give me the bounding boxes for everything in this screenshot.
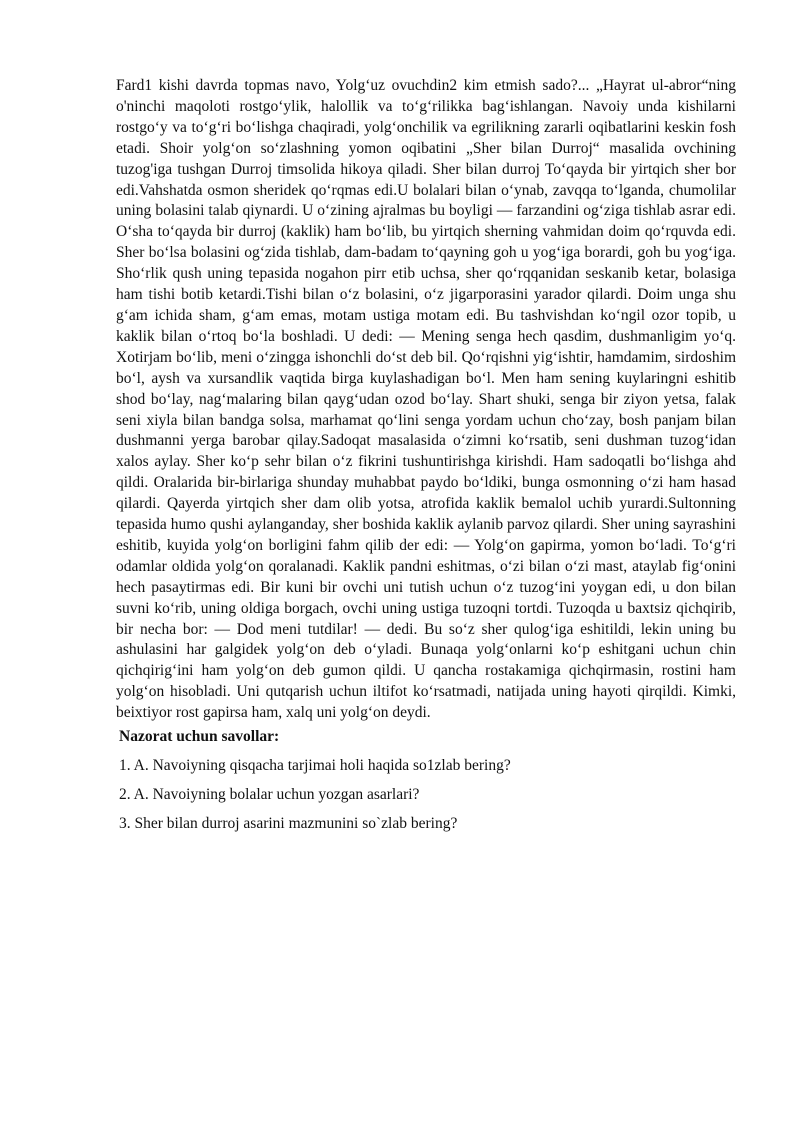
question-item-3: 3. Sher bilan durroj asarini mazmunini so`zlab bering? bbox=[119, 815, 458, 832]
question-item-2: 2. A. Navoiyning bolalar uchun yozgan asarlari? bbox=[119, 786, 420, 803]
control-questions-section bbox=[119, 727, 739, 843]
question-item-1: 1. A. Navoiyning qisqacha tarjimai holi haqida so1zlab bering? bbox=[119, 757, 511, 774]
story-paragraph: Fard1 kishi davrda topmas navo, Yolg‘uz ovuchdin2 kim etmish sado?... „Hayrat ul-abror“ning o'ninchi maqoloti rostgo‘ylik, halollik va to‘g‘rilikka bag‘ishlangan. Navoiy unda kishilarni rostgo‘y va to‘g‘ri bo‘lishga chaqiradi, yolg‘onchilik va egrilikning zararli oqibatlarini keskin fosh etadi. Shoir yolg‘on so‘zlashning yomon oqibatini „Sher bilan Durroj“ masalida ovchining tuzog'iga tushgan Durroj timsolida hikoya qiladi. Sher bilan durroj To‘qayda bir yirtqich sher bor edi.Vahshatda osmon sheridek qo‘rqmas edi.U bolalari bilan o‘ynab, zavqqa to‘lganda, chumolilar uning bolasini talab qiynardi. U o‘zining ajralmas bu boyligi — farzandini og‘ziga tishlab asrar edi. O‘sha to‘qayda bir durroj (kaklik) ham bo‘lib, bu yirtqich sherning vahmidan doim qo‘rquvda edi. Sher bo‘lsa bolasini og‘zida tishlab, dam-badam to‘qayning goh u yog‘iga borardi, goh bu yog‘iga. Sho‘rlik qush uning tepasida nogahon pirr etib uchsa, sher qo‘rqqanidan seskanib ketar, bolasiga ham tishi botib ketardi.Tishi bilan o‘z bolasini, o‘z jigarporasini yarador qilardi. Doim unga shu g‘am ichida sham, g‘am emas, motam ustiga motam edi. Bu tashvishdan ko‘ngil ozor topib, u kaklik bilan o‘rtoq bo‘la boshladi. U dedi: — Mening senga hech qasdim, dushmanligim yo‘q. Xotirjam bo‘lib, meni o‘zingga ishonchli do‘st deb bil. Qo‘rqishni yig‘ishtir, hamdamim, sirdoshim bo‘l, aysh va xursandlik vaqtida birga kuylashadigan bo‘l. Men ham sening kuylaringni eshitib shod bo‘lay, nag‘malaring bilan qayg‘udan ozod bo‘lay. Shart shuki, senga bir ziyon yetsa, falak seni xiyla bilan bandga solsa, marhamat qo‘lini senga yordam uchun cho‘zay, bosh panjam bilan dushmanni yerga barobar qilay.Sadoqat masalasida o‘zimni ko‘rsatib, seni dushman tuzog‘idan xalos aylay. Sher ko‘p sehr bilan o‘z fikrini tushuntirishga kirishdi. Ham sadoqatli bo‘lishga ahd qildi. Oralarida bir-birlariga shunday muhabbat paydo bo‘ldiki, bunga osmonning o‘zi ham hasad qilardi. Qayerda yirtqich sher dam olib yotsa, atrofida kaklik bemalol uchib yurardi.Sultonning tepasida humo qushi aylanganday, sher boshida kaklik aylanib parvoz qilardi. Sher uning sayrashini eshitib, kuyida yolg‘on borligini fahm qilib der edi: — Yolg‘on gapirma, yomon bo‘ladi. To‘g‘ri odamlar oldida yolg‘on qoralanadi. Kaklik pandni eshitmas, o‘zi bilan o‘zi mast, ataylab fig‘onini hech pasaytirmas edi. Bir kuni bir ovchi uni tutish uchun o‘z tuzog‘ini yoygan edi, u don bilan suvni ko‘rib, uning oldiga borgach, ovchi uning ustiga tuzoqni tortdi. Tuzoqda u baxtsiz qichqirib, bir necha bor: — Dod meni tutdilar! — dedi. Bu so‘z sher qulog‘iga eshitildi, lekin uning bu ashulasini har galgidek yolg‘on deb o‘yladi. Bunaqa yolg‘onlarni ko‘p eshitgani uchun chin qichqirig‘ini ham yolg‘on deb gumon qildi. U qancha rostakamiga qichqirmasin, rostini ham yolg‘on hisobladi. Uni qutqarish uchun iltifot ko‘rsatmadi, natijada uning hayoti qirqildi. Kimki, beixtiyor rost gapirsa ham, xalq uni yolg‘on deydi. bbox=[116, 77, 736, 722]
questions-heading: Nazorat uchun savollar: bbox=[119, 728, 280, 745]
